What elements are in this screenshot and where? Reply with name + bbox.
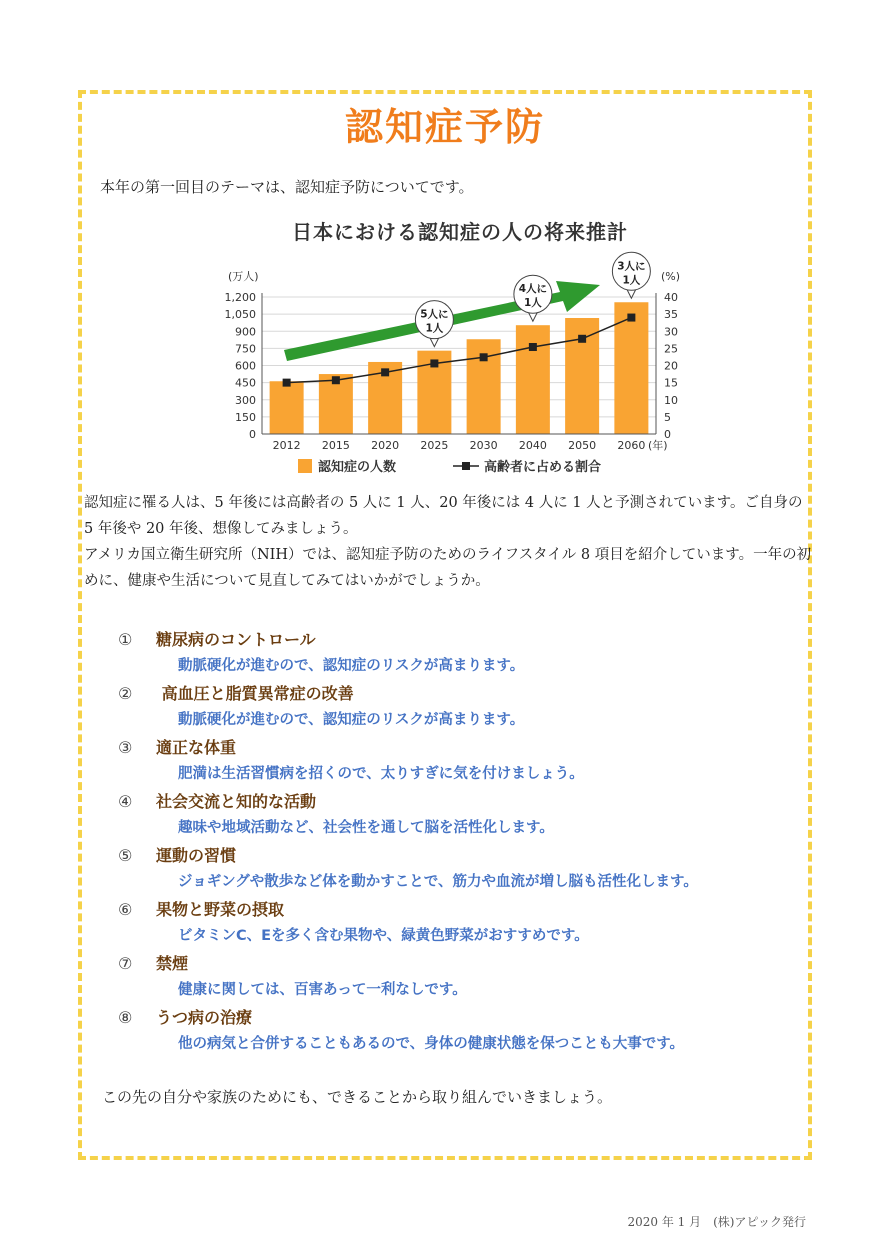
callout-line2: 1人	[523, 297, 542, 310]
right-tick-label: 30	[664, 325, 678, 339]
list-item	[118, 626, 818, 680]
dementia-projection-chart	[0, 0, 890, 490]
legend-label-bars: 認知症の人数	[318, 460, 397, 475]
item-title-text: 禁煙	[156, 954, 189, 973]
legend-label-line: 高齢者に占める割合	[484, 460, 602, 475]
list-item	[118, 734, 818, 788]
x-tick-label: 2025	[420, 439, 449, 452]
line-point	[480, 353, 488, 361]
legend-swatch-bars	[298, 459, 312, 473]
right-tick-label: 15	[664, 376, 678, 390]
page-title: 認知症予防	[344, 105, 545, 149]
bar	[270, 381, 304, 434]
line-point	[283, 379, 291, 387]
item-title-text: 糖尿病のコントロール	[156, 630, 316, 649]
item-title	[118, 626, 818, 653]
x-tick-label: 2012	[272, 439, 301, 452]
line-point	[529, 343, 537, 351]
x-tick-label: 2050	[568, 439, 597, 452]
callout-line1: 5人に	[420, 308, 449, 321]
callout-line1: 4人に	[518, 283, 548, 296]
left-tick-label: 450	[235, 376, 256, 390]
left-tick-label: 1,200	[224, 291, 256, 304]
item-number: ⑧	[118, 1008, 133, 1027]
item-number: ⑤	[118, 846, 133, 865]
right-tick-label: 40	[664, 291, 678, 304]
item-description: 肥満は生活習慣病を招くので、太りすぎに気を付けましょう。	[178, 766, 584, 782]
item-number: ⑥	[118, 900, 133, 919]
left-tick-label: 300	[235, 393, 256, 407]
item-title-text: 適正な体重	[156, 738, 237, 757]
paragraph-forecast: 認知症に罹る人は、5 年後には高齢者の 5 人に 1 人、20 年後には 4 人に 1 人と予測されています。ご自身の 5 年後や 20 年後、想像してみましょう。	[84, 495, 803, 537]
item-description: ジョギングや散歩など体を動かすことで、筋力や血流が増し脳も活性化します。	[178, 874, 698, 890]
item-title-text: うつ病の治療	[156, 1008, 253, 1027]
item-number: ①	[118, 630, 133, 649]
line-point	[430, 359, 438, 367]
item-title	[118, 842, 818, 869]
left-tick-label: 600	[235, 359, 256, 373]
line-point	[332, 376, 340, 384]
right-tick-label: 5	[664, 410, 671, 424]
list-item	[118, 680, 818, 734]
item-title	[118, 788, 818, 815]
item-description: 動脈硬化が進むので、認知症のリスクが高まります。	[178, 712, 525, 728]
item-title-text: 高血圧と脂質異常症の改善	[156, 684, 354, 703]
list-item	[118, 788, 818, 842]
item-title-text: 果物と野菜の摂取	[156, 900, 285, 919]
x-axis-unit: (年)	[648, 439, 668, 452]
callout-line1: 3人に	[617, 260, 646, 273]
item-number: ⑦	[118, 954, 133, 973]
chart-legend	[298, 459, 601, 475]
callout-line2: 1人	[425, 322, 444, 335]
item-description: ビタミンC、Eを多く含む果物や、緑黄色野菜がおすすめです。	[178, 928, 589, 944]
intro-text: 本年の第一回目のテーマは、認知症予防についてです。	[100, 178, 474, 196]
callout-line2: 1人	[622, 274, 641, 287]
right-axis-unit: (%)	[661, 270, 681, 283]
left-axis-unit: (万人)	[228, 270, 259, 283]
item-description: 動脈硬化が進むので、認知症のリスクが高まります。	[178, 658, 525, 674]
list-item	[118, 896, 818, 950]
item-title	[118, 734, 818, 761]
left-tick-label: 150	[235, 410, 256, 424]
item-title	[118, 896, 818, 923]
x-tick-label: 2015	[321, 439, 350, 452]
x-tick-label: 2030	[469, 439, 498, 452]
item-number: ③	[118, 738, 133, 757]
right-tick-label: 0	[664, 428, 671, 441]
list-item	[118, 1004, 818, 1058]
x-tick-label: 2020	[371, 439, 400, 452]
x-tick-label: 2060	[617, 439, 646, 452]
footer-text: 2020 年 1 月 (株)アピック発行	[627, 1215, 806, 1229]
left-tick-label: 1,050	[224, 308, 256, 322]
closing-text: この先の自分や家族のためにも、できることから取り組んでいきましょう。	[102, 1088, 613, 1106]
line-point	[381, 368, 389, 376]
right-tick-label: 10	[664, 393, 678, 407]
list-item	[118, 842, 818, 896]
line-point	[578, 335, 586, 343]
right-tick-label: 25	[664, 342, 678, 356]
paragraph-nih: アメリカ国立衛生研究所（NIH）では、認知症予防のためのライフスタイル 8 項目を紹介しています。一年の初めに、健康や生活について見直してみてはいかがでしょうか。	[84, 547, 812, 589]
item-title-text: 運動の習慣	[156, 846, 237, 865]
item-title	[118, 1004, 818, 1031]
line-point	[627, 314, 635, 322]
x-tick-label: 2040	[518, 439, 547, 452]
item-description: 他の病気と合併することもあるので、身体の健康状態を保つことも大事です。	[178, 1036, 685, 1052]
bar	[516, 325, 550, 434]
list-item	[118, 950, 818, 1004]
chart-title: 日本における認知症の人の将来推計	[292, 220, 628, 244]
item-title	[118, 950, 818, 977]
item-description: 趣味や地域活動など、社会性を通して脳を活性化します。	[178, 820, 554, 836]
right-tick-label: 20	[664, 359, 678, 373]
item-number: ④	[118, 792, 133, 811]
lifestyle-list	[118, 626, 818, 1058]
item-title	[118, 680, 818, 707]
right-tick-label: 35	[664, 308, 678, 322]
item-title-text: 社会交流と知的な活動	[156, 792, 317, 811]
item-number: ②	[118, 684, 133, 703]
left-tick-label: 900	[235, 325, 256, 339]
item-description: 健康に関しては、百害あって一利なしです。	[178, 982, 467, 998]
legend-swatch-marker	[462, 462, 470, 470]
left-tick-label: 0	[249, 428, 256, 441]
left-tick-label: 750	[235, 342, 256, 356]
